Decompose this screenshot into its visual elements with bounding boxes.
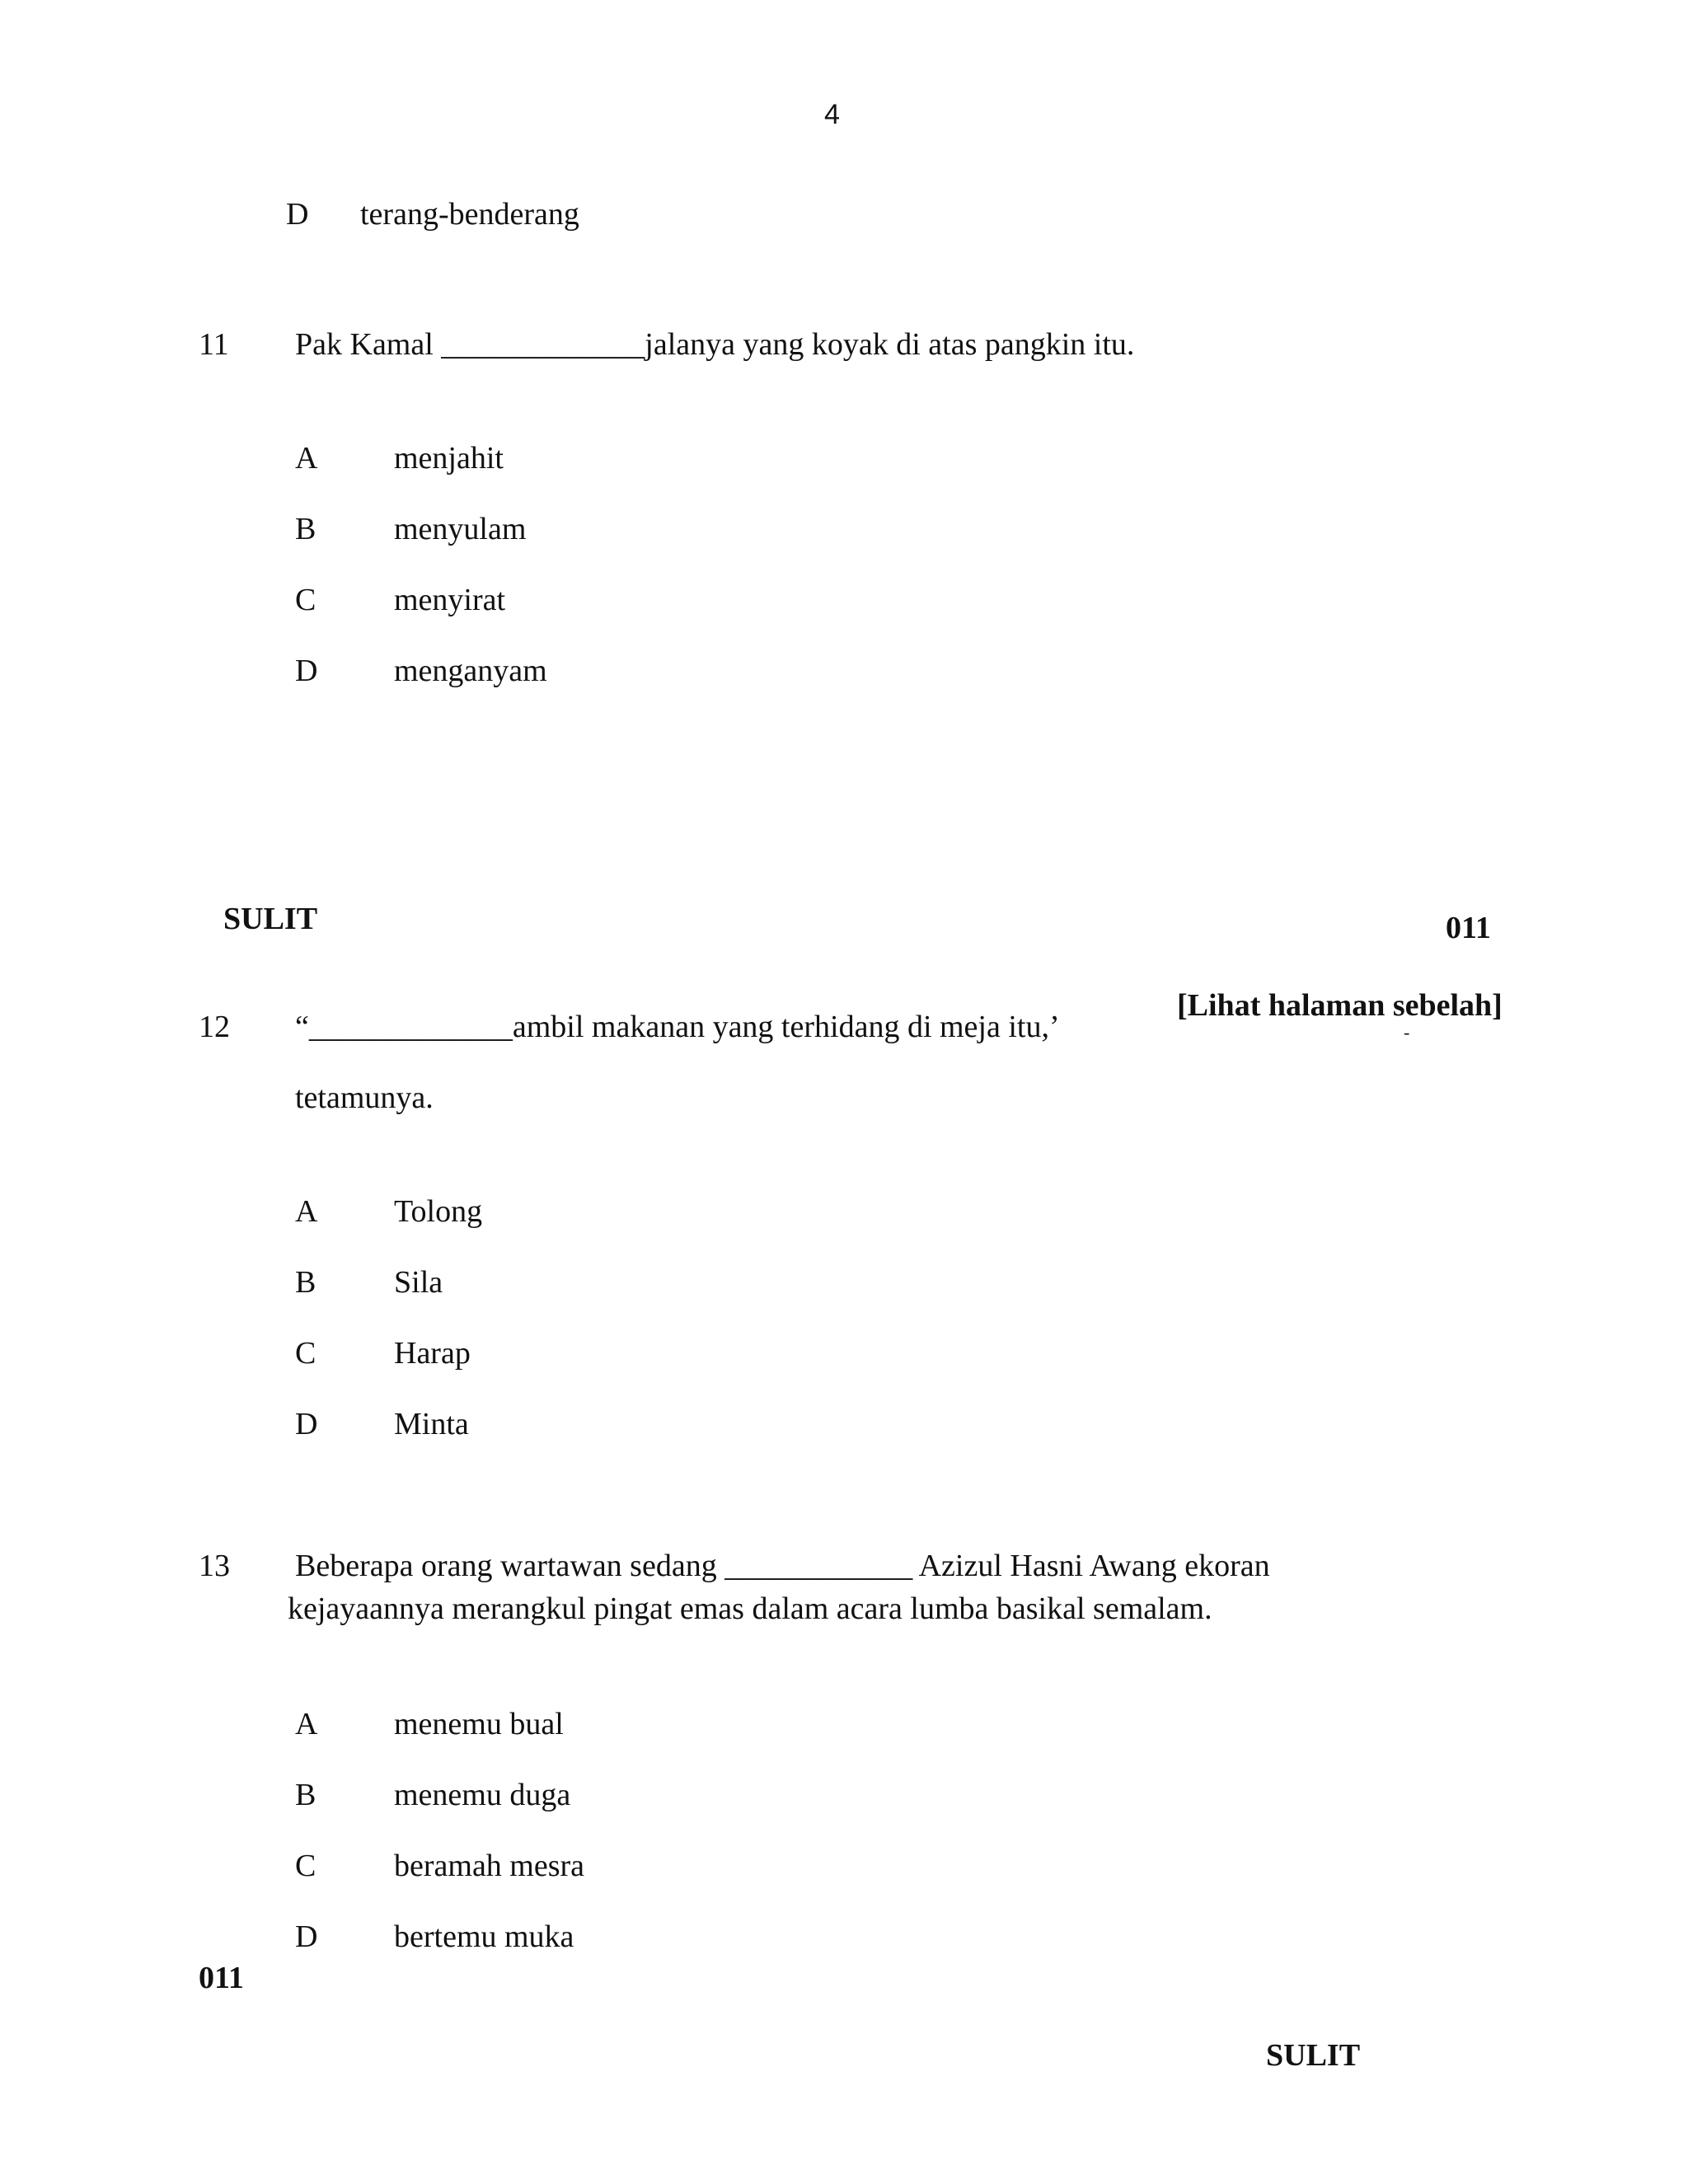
q11-option-letter: A	[295, 441, 318, 476]
q13-option-letter: B	[295, 1778, 316, 1812]
prev-option-text: terang-benderang	[360, 197, 579, 232]
next-page-note: [Lihat halaman sebelah]	[1177, 988, 1503, 1023]
q13-option-text: beramah mesra	[394, 1849, 585, 1883]
q13-option-text: menemu duga	[394, 1778, 571, 1812]
q12-option-text: Harap	[394, 1336, 471, 1371]
q12-option-letter: D	[295, 1407, 318, 1441]
q13-blank: ____________	[724, 1549, 913, 1583]
q13-option-text: bertemu muka	[394, 1919, 574, 1954]
q11-stem	[295, 326, 1134, 363]
q11-option-text: menjahit	[394, 441, 504, 476]
sulit-label-bottom: SULIT	[1266, 2038, 1361, 2073]
q13-option-text: menemu bual	[394, 1707, 564, 1741]
q12-option-letter: C	[295, 1336, 316, 1371]
q12-stem-line2: tetamunya.	[295, 1080, 434, 1115]
q13-option-letter: C	[295, 1849, 316, 1883]
q13-number: 13	[199, 1549, 230, 1583]
q12-open-quote: “	[295, 1010, 309, 1044]
q12-option-letter: B	[295, 1265, 316, 1300]
q11-option-text: menyirat	[394, 583, 506, 617]
q11-option-letter: B	[295, 512, 316, 546]
q11-text-after: jalanya yang koyak di atas pangkin itu.	[645, 327, 1135, 362]
q12-option-text: Minta	[394, 1407, 469, 1441]
q13-text-before: Beberapa orang wartawan sedang	[295, 1549, 725, 1583]
q11-blank: _____________	[441, 327, 645, 362]
q13-option-letter: D	[295, 1919, 318, 1954]
q11-option-letter: C	[295, 583, 316, 617]
q12-option-letter: A	[295, 1194, 318, 1229]
q13-text-after: Azizul Hasni Awang ekoran	[912, 1549, 1270, 1583]
dash-mark: -	[1404, 1022, 1410, 1043]
q12-stem	[295, 1009, 1060, 1045]
q12-option-text: Sila	[394, 1265, 443, 1300]
prev-option-letter: D	[286, 197, 309, 232]
q12-blank: _____________	[308, 1010, 513, 1044]
sulit-label-top: SULIT	[223, 902, 318, 936]
q12-option-text: Tolong	[394, 1194, 483, 1229]
q13-stem	[295, 1548, 1270, 1584]
q11-text-before: Pak Kamal	[295, 327, 442, 362]
paper-code-bottom: 011	[199, 1961, 244, 1995]
q12-number: 12	[199, 1010, 230, 1044]
q13-option-letter: A	[295, 1707, 318, 1741]
paper-code-top: 011	[1446, 911, 1491, 945]
q11-option-letter: D	[295, 654, 318, 688]
q11-option-text: menganyam	[394, 654, 547, 688]
q11-option-text: menyulam	[394, 512, 527, 546]
page-number: 4	[824, 99, 840, 130]
q11-number: 11	[199, 327, 229, 362]
q12-text-after: ambil makanan yang terhidang di meja itu,’	[512, 1010, 1060, 1044]
q13-stem-line2: kejayaannya merangkul pingat emas dalam acara lumba basikal semalam.	[288, 1591, 1212, 1626]
